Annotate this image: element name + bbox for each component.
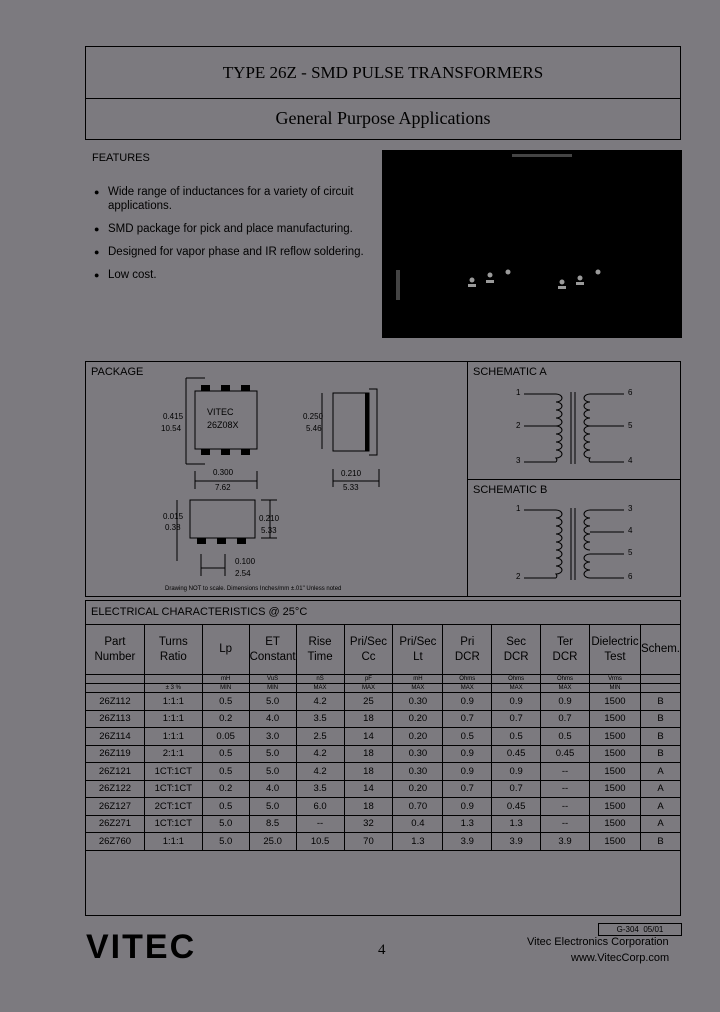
table-cell: 26Z122 — [86, 780, 144, 798]
unit-cell: Ohms — [541, 675, 590, 684]
table-cell: 0.5 — [202, 763, 249, 781]
pin-label: 4 — [628, 526, 633, 535]
table-row — [86, 728, 680, 746]
table-cell: 3.5 — [296, 710, 344, 728]
dim-height-in: 0.415 — [163, 412, 184, 421]
table-cell: 1500 — [589, 780, 640, 798]
unit-cell: pF — [344, 675, 393, 684]
schematic-b-box — [467, 479, 681, 597]
table-row — [86, 710, 680, 728]
col-header: Ter DCR — [541, 625, 590, 675]
dim-side-h-in: 0.250 — [303, 412, 324, 421]
limit-cell: MAX — [443, 684, 492, 693]
pin-label: 3 — [516, 456, 521, 465]
table-cell: 1500 — [589, 815, 640, 833]
table-cell: 0.2 — [202, 780, 249, 798]
table-cell: A — [641, 798, 681, 816]
table-cell: 2.5 — [296, 728, 344, 746]
table-cell: B — [641, 710, 681, 728]
feature-item: ● Designed for vapor phase and IR reflow soldering. — [94, 245, 379, 259]
limit-cell: MAX — [393, 684, 443, 693]
table-cell: 18 — [344, 763, 393, 781]
table-row — [86, 798, 680, 816]
table-cell: 0.5 — [492, 728, 541, 746]
table-cell: 14 — [344, 780, 393, 798]
photo-highlights — [382, 150, 682, 338]
electrical-heading: ELECTRICAL CHARACTERISTICS @ 25°C — [91, 606, 308, 618]
table-cell: 1500 — [589, 798, 640, 816]
dim-side-h-mm: 5.46 — [306, 424, 322, 433]
table-cell: -- — [541, 763, 590, 781]
dim-side-w-in: 0.210 — [341, 469, 362, 478]
vitec-logo: VITEC — [86, 928, 197, 966]
col-header: Dielectric Test — [589, 625, 640, 675]
table-cell: 8.5 — [249, 815, 296, 833]
col-header: Pri/Sec Cc — [344, 625, 393, 675]
limit-cell: MAX — [344, 684, 393, 693]
unit-cell: Ohms — [492, 675, 541, 684]
table-cell: 0.9 — [443, 745, 492, 763]
table-cell: 5.0 — [249, 763, 296, 781]
table-cell: 26Z127 — [86, 798, 144, 816]
table-cell: 0.45 — [492, 798, 541, 816]
features-list — [94, 185, 379, 291]
table-cell: -- — [541, 780, 590, 798]
page-title: TYPE 26Z - SMD PULSE TRANSFORMERS — [222, 63, 544, 82]
col-header: Turns Ratio — [144, 625, 202, 675]
dim-body-h-in: 0.210 — [259, 514, 280, 523]
pin-label: 4 — [628, 456, 633, 465]
table-cell: 0.7 — [443, 780, 492, 798]
table-cell: 4.0 — [249, 780, 296, 798]
table-cell: 4.2 — [296, 763, 344, 781]
limit-cell: MIN — [589, 684, 640, 693]
page-number: 4 — [378, 942, 386, 958]
unit-cell: Vrms — [589, 675, 640, 684]
col-header: ET Constant — [249, 625, 296, 675]
table-cell: 26Z271 — [86, 815, 144, 833]
pin-label: 1 — [516, 388, 521, 397]
limit-cell: ± 3 % — [144, 684, 202, 693]
table-cell: 0.9 — [492, 693, 541, 711]
dim-width-mm: 7.62 — [215, 483, 231, 492]
table-cell: 18 — [344, 745, 393, 763]
table-cell: A — [641, 780, 681, 798]
dim-side-w-mm: 5.33 — [343, 483, 359, 492]
table-cell: 0.9 — [443, 693, 492, 711]
schematic-a-box — [467, 361, 681, 480]
table-cell: 0.20 — [393, 780, 443, 798]
schematic-b-diagram — [468, 480, 682, 598]
table-cell: 1500 — [589, 710, 640, 728]
table-cell: -- — [541, 798, 590, 816]
unit-cell: Ohms — [443, 675, 492, 684]
pin-label: 5 — [628, 421, 633, 430]
product-photo — [382, 150, 682, 338]
unit-cell: mH — [202, 675, 249, 684]
table-cell: 3.9 — [541, 833, 590, 851]
table-cell: 0.5 — [202, 798, 249, 816]
table-cell: 26Z119 — [86, 745, 144, 763]
chip-brand: VITEC — [207, 407, 234, 417]
table-cell: 25.0 — [249, 833, 296, 851]
table-cell: 0.30 — [393, 745, 443, 763]
table-cell: 0.45 — [492, 745, 541, 763]
package-heading: PACKAGE — [91, 366, 144, 378]
feature-item: ● SMD package for pick and place manufacturing. — [94, 222, 379, 236]
table-cell: -- — [541, 815, 590, 833]
table-cell: 4.0 — [249, 710, 296, 728]
limit-cell: MAX — [492, 684, 541, 693]
unit-cell: VuS — [249, 675, 296, 684]
table-cell: 5.0 — [202, 815, 249, 833]
table-cell: 1CT:1CT — [144, 763, 202, 781]
table-cell: 5.0 — [202, 833, 249, 851]
feature-item: ● Low cost. — [94, 268, 379, 282]
table-cell: 1500 — [589, 763, 640, 781]
unit-cell — [144, 675, 202, 684]
table-cell: 3.9 — [443, 833, 492, 851]
table-cell: 1:1:1 — [144, 710, 202, 728]
table-cell: 0.9 — [541, 693, 590, 711]
table-cell: 0.7 — [492, 780, 541, 798]
unit-cell: nS — [296, 675, 344, 684]
table-cell: 5.0 — [249, 693, 296, 711]
limit-cell: MAX — [296, 684, 344, 693]
table-cell: 0.7 — [492, 710, 541, 728]
table-cell: 0.20 — [393, 728, 443, 746]
dim-lead-in: 0.015 — [163, 512, 184, 521]
page-subtitle: General Purpose Applications — [275, 108, 491, 128]
table-cell: B — [641, 728, 681, 746]
col-header: Rise Time — [296, 625, 344, 675]
schematic-a-diagram — [468, 362, 682, 481]
dim-height-mm: 10.54 — [161, 424, 182, 433]
table-cell: 6.0 — [296, 798, 344, 816]
title-box — [85, 46, 681, 99]
col-header: Lp — [202, 625, 249, 675]
pin-label: 2 — [516, 572, 521, 581]
table-cell: 1.3 — [492, 815, 541, 833]
table-cell: 1:1:1 — [144, 728, 202, 746]
table-cell: B — [641, 833, 681, 851]
table-row — [86, 763, 680, 781]
electrical-table — [86, 624, 680, 851]
unit-cell: mH — [393, 675, 443, 684]
table-cell: 0.05 — [202, 728, 249, 746]
table-cell: 0.9 — [443, 763, 492, 781]
table-cell: 1500 — [589, 745, 640, 763]
table-header-row — [86, 625, 680, 675]
company-name: Vitec Electronics Corporation — [527, 936, 669, 948]
table-cell: 0.4 — [393, 815, 443, 833]
table-cell: 0.7 — [443, 710, 492, 728]
table-cell: 0.9 — [443, 798, 492, 816]
table-cell: 18 — [344, 710, 393, 728]
pin-label: 1 — [516, 504, 521, 513]
table-cell: 32 — [344, 815, 393, 833]
table-cell: 0.5 — [202, 693, 249, 711]
table-cell: 26Z760 — [86, 833, 144, 851]
limits-row — [86, 684, 680, 693]
table-cell: A — [641, 815, 681, 833]
table-cell: 1CT:1CT — [144, 780, 202, 798]
table-cell: 5.0 — [249, 798, 296, 816]
table-cell: 0.5 — [541, 728, 590, 746]
col-header: Part Number — [86, 625, 144, 675]
table-cell: 1500 — [589, 693, 640, 711]
doc-code: G-304 — [616, 925, 639, 934]
table-cell: 0.7 — [541, 710, 590, 728]
dim-pitch-mm: 2.54 — [235, 569, 251, 578]
table-cell: 10.5 — [296, 833, 344, 851]
limit-cell — [641, 684, 681, 693]
limit-cell — [86, 684, 144, 693]
limit-cell: MIN — [249, 684, 296, 693]
table-cell: 0.70 — [393, 798, 443, 816]
table-cell: 70 — [344, 833, 393, 851]
company-url: www.VitecCorp.com — [571, 952, 670, 964]
table-cell: 1.3 — [443, 815, 492, 833]
table-row — [86, 833, 680, 851]
col-header: Schem. — [641, 625, 681, 675]
table-cell: 3.0 — [249, 728, 296, 746]
table-cell: 0.9 — [492, 763, 541, 781]
table-row — [86, 815, 680, 833]
drawing-note: Drawing NOT to scale. Dimensions Inches/mm ±.01" Unless noted — [165, 586, 342, 592]
table-cell: 2CT:1CT — [144, 798, 202, 816]
table-row — [86, 780, 680, 798]
pin-label: 3 — [628, 504, 633, 513]
table-cell: A — [641, 763, 681, 781]
schematic-b-heading: SCHEMATIC B — [473, 484, 548, 496]
table-cell: B — [641, 745, 681, 763]
units-row — [86, 675, 680, 684]
table-cell: 26Z114 — [86, 728, 144, 746]
table-cell: 1.3 — [393, 833, 443, 851]
table-cell: 0.45 — [541, 745, 590, 763]
table-cell: 0.2 — [202, 710, 249, 728]
col-header: Pri DCR — [443, 625, 492, 675]
table-cell: 25 — [344, 693, 393, 711]
schematic-a-heading: SCHEMATIC A — [473, 366, 547, 378]
dim-lead-mm: 0.38 — [165, 523, 181, 532]
table-cell: 1500 — [589, 833, 640, 851]
doc-code-box — [598, 923, 682, 936]
table-cell: 4.2 — [296, 693, 344, 711]
pin-label: 2 — [516, 421, 521, 430]
table-cell: 1CT:1CT — [144, 815, 202, 833]
table-cell: 3.9 — [492, 833, 541, 851]
col-header: Pri/Sec Lt — [393, 625, 443, 675]
dim-pitch-in: 0.100 — [235, 557, 256, 566]
table-cell: 14 — [344, 728, 393, 746]
table-row — [86, 693, 680, 711]
table-cell: B — [641, 693, 681, 711]
table-cell: 0.30 — [393, 693, 443, 711]
table-cell: 0.30 — [393, 763, 443, 781]
col-header: Sec DCR — [492, 625, 541, 675]
table-cell: -- — [296, 815, 344, 833]
table-cell: 26Z112 — [86, 693, 144, 711]
chip-part: 26Z08X — [207, 420, 239, 430]
table-cell: 3.5 — [296, 780, 344, 798]
table-body — [86, 693, 680, 851]
table-cell: 0.5 — [443, 728, 492, 746]
table-cell: 26Z113 — [86, 710, 144, 728]
unit-cell — [641, 675, 681, 684]
pin-label: 6 — [628, 388, 633, 397]
dim-body-h-mm: 5.33 — [261, 526, 277, 535]
subtitle-box — [85, 98, 681, 140]
limit-cell: MAX — [541, 684, 590, 693]
table-cell: 18 — [344, 798, 393, 816]
table-cell: 1:1:1 — [144, 693, 202, 711]
table-cell: 1:1:1 — [144, 833, 202, 851]
feature-item: ● Wide range of inductances for a variety of circuit applications. — [94, 185, 379, 213]
table-row — [86, 745, 680, 763]
table-cell: 26Z121 — [86, 763, 144, 781]
package-labels — [85, 361, 468, 597]
table-cell: 0.5 — [202, 745, 249, 763]
unit-cell — [86, 675, 144, 684]
table-cell: 4.2 — [296, 745, 344, 763]
pin-label: 5 — [628, 548, 633, 557]
pin-label: 6 — [628, 572, 633, 581]
table-cell: 5.0 — [249, 745, 296, 763]
dim-width-in: 0.300 — [213, 468, 234, 477]
table-cell: 2:1:1 — [144, 745, 202, 763]
doc-date: 05/01 — [643, 925, 664, 934]
limit-cell: MIN — [202, 684, 249, 693]
features-heading: FEATURES — [92, 152, 150, 164]
table-cell: 0.20 — [393, 710, 443, 728]
table-cell: 1500 — [589, 728, 640, 746]
